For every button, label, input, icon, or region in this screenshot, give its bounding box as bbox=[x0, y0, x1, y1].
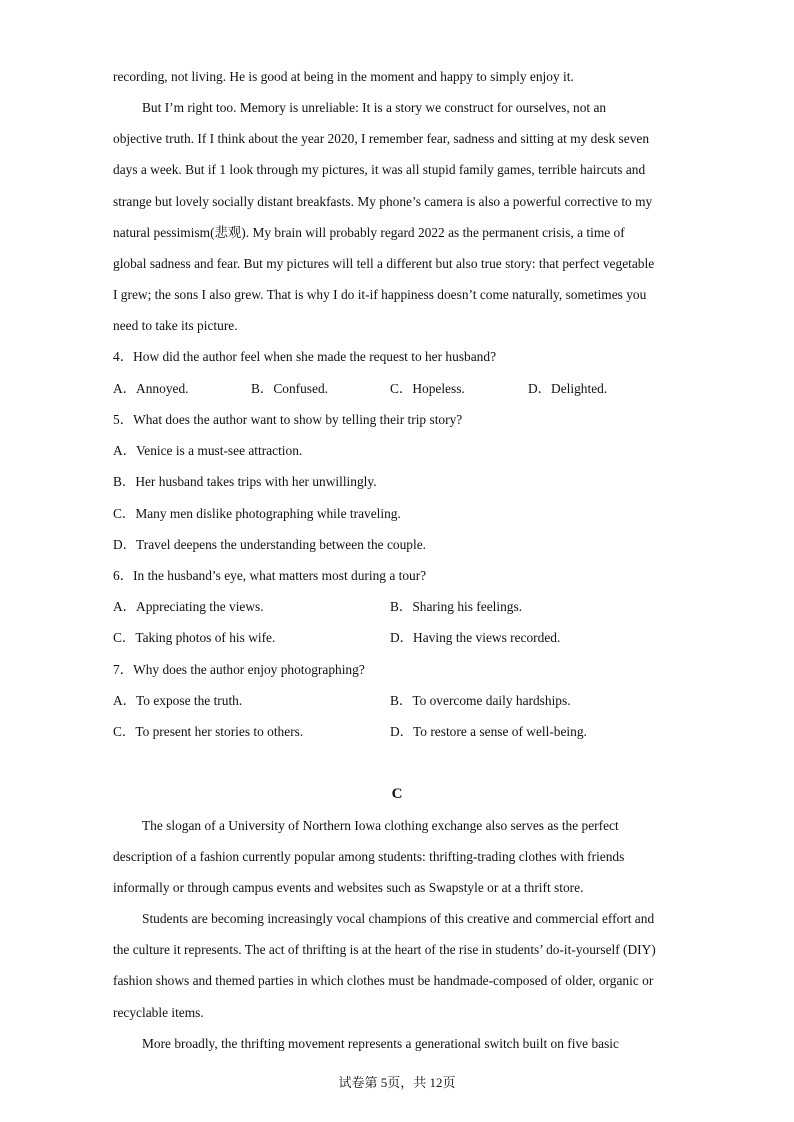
passage-line: need to take its picture. bbox=[113, 318, 238, 333]
passage-line: global sadness and fear. But my pictures will tell a different but also true story: that perfect vegetable bbox=[113, 256, 655, 271]
option-a: A．To expose the truth. bbox=[113, 693, 243, 708]
option-c: C．To present her stories to others. bbox=[113, 724, 304, 739]
option-a: A．Annoyed. bbox=[113, 381, 189, 396]
option-a: A．Appreciating the views. bbox=[113, 599, 264, 614]
passage-line: Students are becoming increasingly vocal champions of this creative and commercial effort and bbox=[142, 911, 655, 926]
page-number: 试卷第 5页，共 12页 bbox=[338, 1075, 456, 1090]
option-d: D．Travel deepens the understanding between the couple. bbox=[113, 537, 426, 552]
option-a: A．Venice is a must-see attraction. bbox=[113, 443, 303, 458]
section-heading: C bbox=[391, 786, 403, 802]
passage-line: fashion shows and themed parties in which clothes must be handmade-composed of older, organic or bbox=[113, 973, 654, 988]
option-b: B．Confused. bbox=[251, 381, 328, 396]
option-d: D．Having the views recorded. bbox=[390, 630, 561, 645]
passage-line: recording, not living. He is good at being in the moment and happy to simply enjoy it. bbox=[113, 69, 574, 84]
option-c: C．Hopeless. bbox=[390, 381, 465, 396]
option-d: D．To restore a sense of well-being. bbox=[390, 724, 587, 739]
option-d: D．Delighted. bbox=[528, 381, 608, 396]
passage-line: objective truth. If I think about the year 2020, I remember fear, sadness and sitting at my desk seven bbox=[113, 131, 650, 146]
option-c: C．Many men dislike photographing while traveling. bbox=[113, 506, 401, 521]
passage-line: recyclable items. bbox=[113, 1005, 204, 1020]
option-b: B．Sharing his feelings. bbox=[390, 599, 523, 614]
passage-line: I grew; the sons I also grew. That is why I do it-if happiness doesn’t come naturally, sometimes you bbox=[113, 287, 647, 302]
passage-line: informally or through campus events and websites such as Swapstyle or at a thrift store. bbox=[113, 880, 584, 895]
question-6-stem: 6．In the husband’s eye, what matters most during a tour? bbox=[113, 568, 427, 583]
passage-line: More broadly, the thrifting movement represents a generational switch built on five basic bbox=[142, 1036, 619, 1051]
question-4-stem: 4．How did the author feel when she made the request to her husband? bbox=[113, 349, 497, 364]
passage-line: The slogan of a University of Northern Iowa clothing exchange also serves as the perfect bbox=[142, 818, 619, 833]
passage-line: strange but lovely socially distant breakfasts. My phone’s camera is also a powerful corrective to my bbox=[113, 194, 653, 209]
option-c: C．Taking photos of his wife. bbox=[113, 630, 276, 645]
passage-line: natural pessimism(悲观). My brain will probably regard 2022 as the permanent crisis, a time of bbox=[113, 225, 625, 240]
question-5-stem: 5．What does the author want to show by telling their trip story? bbox=[113, 412, 463, 427]
option-b: B．To overcome daily hardships. bbox=[390, 693, 571, 708]
passage-line: But I’m right too. Memory is unreliable: It is a story we construct for ourselves, not an bbox=[142, 100, 607, 115]
option-b: B．Her husband takes trips with her unwillingly. bbox=[113, 474, 377, 489]
passage-line: the culture it represents. The act of thrifting is at the heart of the rise in students’ do-it-yourself (DIY) bbox=[113, 942, 656, 957]
question-7-stem: 7．Why does the author enjoy photographing? bbox=[113, 662, 365, 677]
passage-line: description of a fashion currently popular among students: thrifting-trading clothes with friends bbox=[113, 849, 625, 864]
passage-line: days a week. But if 1 look through my pictures, it was all stupid family games, terrible haircuts and bbox=[113, 162, 646, 177]
